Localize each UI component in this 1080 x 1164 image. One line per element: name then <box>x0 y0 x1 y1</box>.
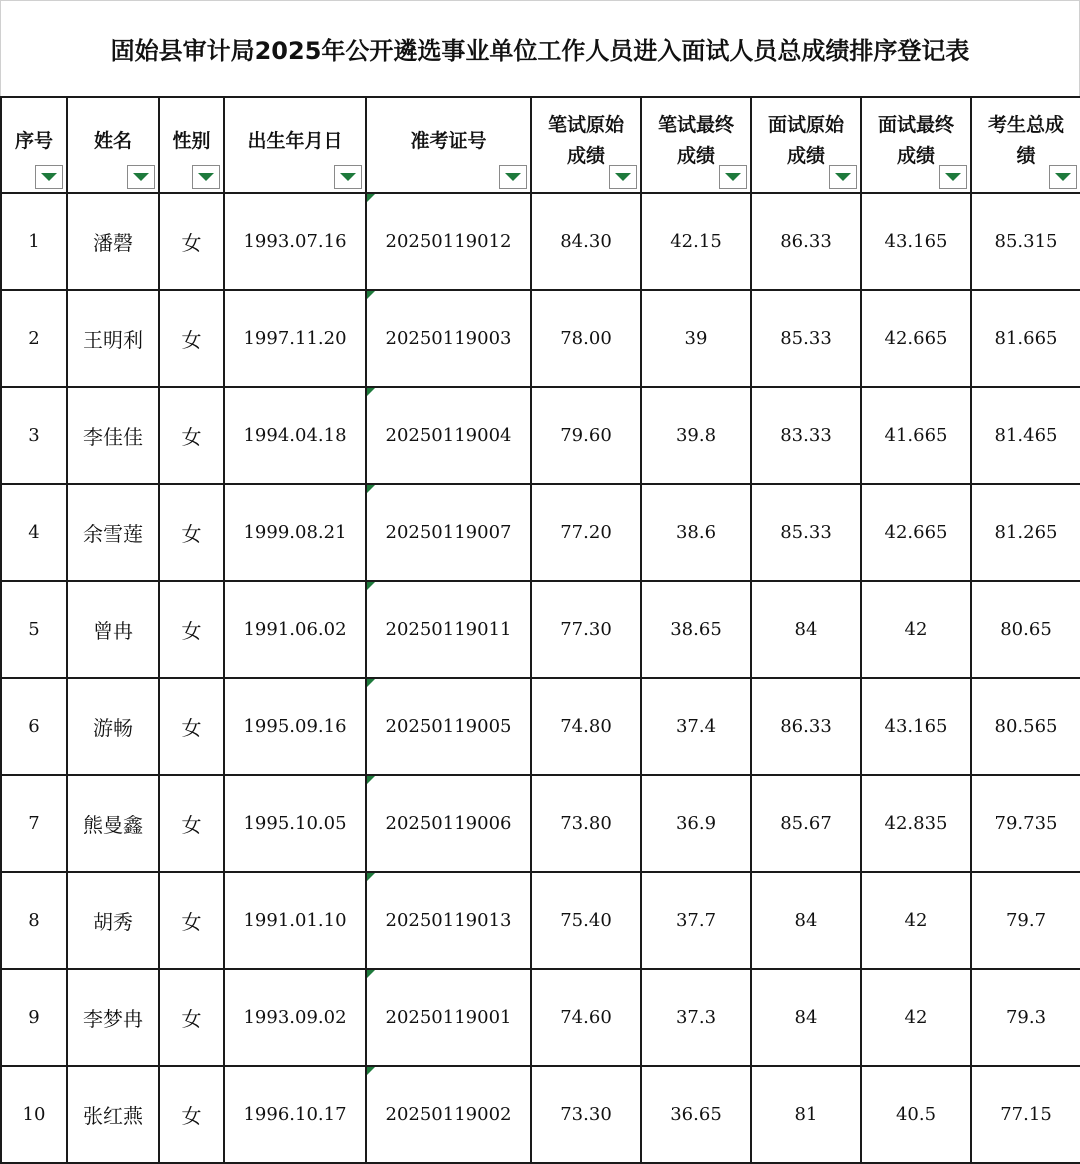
name-cell-text: 张红燕 <box>83 1104 143 1128</box>
interview-raw-cell[interactable] <box>751 387 861 484</box>
interview-final-cell[interactable] <box>861 969 971 1066</box>
exam-id-cell[interactable] <box>366 484 531 581</box>
seq-cell[interactable] <box>1 678 67 775</box>
name-cell-text: 胡秀 <box>93 910 133 934</box>
birth-date-cell-text: 1995.09.16 <box>243 716 347 737</box>
filter-dropdown-button[interactable] <box>35 165 63 189</box>
text-format-indicator-icon <box>367 970 375 978</box>
column-header-label: 出生年月日 <box>247 129 343 152</box>
written-raw-cell-text: 79.60 <box>560 425 612 446</box>
total-score-cell[interactable] <box>971 581 1080 678</box>
table-row <box>1 872 1080 969</box>
score-table <box>0 96 1080 1164</box>
written-raw-cell-text: 73.30 <box>560 1104 612 1125</box>
name-cell-text: 游畅 <box>93 716 133 740</box>
gender-cell[interactable] <box>159 290 224 387</box>
seq-cell-text: 4 <box>28 522 40 543</box>
interview-final-cell-text: 42.835 <box>884 813 948 834</box>
written-raw-cell-text: 73.80 <box>560 813 612 834</box>
interview-final-cell[interactable] <box>861 872 971 969</box>
written-final-cell[interactable] <box>641 193 751 290</box>
total-score-cell-text: 77.15 <box>1000 1104 1052 1125</box>
filter-dropdown-button[interactable] <box>609 165 637 189</box>
table-row <box>1 484 1080 581</box>
interview-final-cell-text: 43.165 <box>884 716 948 737</box>
birth-date-cell[interactable] <box>224 872 366 969</box>
total-score-cell-text: 81.265 <box>994 522 1058 543</box>
name-cell[interactable] <box>67 969 159 1066</box>
written-final-cell[interactable] <box>641 775 751 872</box>
total-score-cell[interactable] <box>971 775 1080 872</box>
gender-cell[interactable] <box>159 387 224 484</box>
gender-cell[interactable] <box>159 581 224 678</box>
chevron-down-icon <box>945 173 961 181</box>
name-cell[interactable] <box>67 290 159 387</box>
column-header-label: 准考证号 <box>410 129 487 152</box>
written-raw-cell[interactable] <box>531 775 641 872</box>
interview-raw-cell-text: 83.33 <box>780 425 832 446</box>
written-final-cell[interactable] <box>641 872 751 969</box>
exam-id-cell-text: 20250119001 <box>385 1007 512 1028</box>
birth-date-cell[interactable] <box>224 678 366 775</box>
birth-date-cell-text: 1999.08.21 <box>243 522 347 543</box>
exam-id-cell-text: 20250119003 <box>385 328 512 349</box>
exam-id-cell[interactable] <box>366 581 531 678</box>
gender-cell[interactable] <box>159 678 224 775</box>
birth-date-cell[interactable] <box>224 193 366 290</box>
chevron-down-icon <box>615 173 631 181</box>
name-cell[interactable] <box>67 193 159 290</box>
interview-raw-cell-text: 85.33 <box>780 328 832 349</box>
interview-raw-cell-text: 85.33 <box>780 522 832 543</box>
birth-date-cell-text: 1993.09.02 <box>243 1007 347 1028</box>
total-score-cell[interactable] <box>971 872 1080 969</box>
chevron-down-icon <box>198 173 214 181</box>
name-cell[interactable] <box>67 872 159 969</box>
column-header-6 <box>531 97 641 193</box>
interview-final-cell[interactable] <box>861 290 971 387</box>
text-format-indicator-icon <box>367 291 375 299</box>
table-row <box>1 1066 1080 1163</box>
interview-raw-cell[interactable] <box>751 193 861 290</box>
chevron-down-icon <box>725 173 741 181</box>
gender-cell-text: 女 <box>181 231 202 255</box>
interview-raw-cell-text: 84 <box>794 619 818 640</box>
written-final-cell-text: 37.3 <box>675 1007 717 1028</box>
table-body <box>1 193 1080 1163</box>
column-header-label: 考生总成 绩 <box>987 114 1064 167</box>
filter-dropdown-button[interactable] <box>829 165 857 189</box>
birth-date-cell-text: 1991.01.10 <box>243 910 347 931</box>
text-format-indicator-icon <box>367 679 375 687</box>
table-row <box>1 969 1080 1066</box>
exam-id-cell-text: 20250119007 <box>385 522 512 543</box>
exam-id-cell[interactable] <box>366 1066 531 1163</box>
column-header-label: 笔试最终 成绩 <box>657 114 734 167</box>
interview-final-cell-text: 40.5 <box>895 1104 937 1125</box>
exam-id-cell-text: 20250119011 <box>385 619 512 640</box>
interview-raw-cell[interactable] <box>751 775 861 872</box>
interview-final-cell[interactable] <box>861 1066 971 1163</box>
page-title: 固始县审计局2025年公开遴选事业单位工作人员进入面试人员总成绩排序登记表 <box>0 0 1080 96</box>
chevron-down-icon <box>835 173 851 181</box>
seq-cell[interactable] <box>1 969 67 1066</box>
filter-dropdown-button[interactable] <box>1049 165 1077 189</box>
table-row <box>1 290 1080 387</box>
exam-id-cell-text: 20250119006 <box>385 813 512 834</box>
seq-cell[interactable] <box>1 581 67 678</box>
written-final-cell[interactable] <box>641 678 751 775</box>
total-score-cell[interactable] <box>971 678 1080 775</box>
name-cell-text: 熊曼鑫 <box>83 813 143 837</box>
total-score-cell-text: 80.65 <box>1000 619 1052 640</box>
exam-id-cell-text: 20250119002 <box>385 1104 512 1125</box>
interview-final-cell[interactable] <box>861 193 971 290</box>
written-raw-cell-text: 74.60 <box>560 1007 612 1028</box>
birth-date-cell[interactable] <box>224 290 366 387</box>
name-cell-text: 潘磬 <box>93 231 133 255</box>
interview-raw-cell[interactable] <box>751 969 861 1066</box>
interview-final-cell-text: 42.665 <box>884 522 948 543</box>
name-cell[interactable] <box>67 678 159 775</box>
interview-final-cell-text: 42.665 <box>884 328 948 349</box>
seq-cell-text: 6 <box>28 716 40 737</box>
filter-dropdown-button[interactable] <box>939 165 967 189</box>
interview-raw-cell-text: 86.33 <box>780 716 832 737</box>
gender-cell-text: 女 <box>181 522 202 546</box>
exam-id-cell[interactable] <box>366 775 531 872</box>
seq-cell[interactable] <box>1 775 67 872</box>
seq-cell-text: 9 <box>28 1007 40 1028</box>
name-cell[interactable] <box>67 775 159 872</box>
written-raw-cell[interactable] <box>531 678 641 775</box>
birth-date-cell[interactable] <box>224 1066 366 1163</box>
written-final-cell[interactable] <box>641 581 751 678</box>
birth-date-cell-text: 1997.11.20 <box>243 328 347 349</box>
written-raw-cell[interactable] <box>531 969 641 1066</box>
written-final-cell-text: 38.6 <box>675 522 717 543</box>
gender-cell[interactable] <box>159 872 224 969</box>
filter-dropdown-button[interactable] <box>719 165 747 189</box>
exam-id-cell[interactable] <box>366 678 531 775</box>
written-final-cell-text: 42.15 <box>670 231 722 252</box>
header-row <box>1 97 1080 193</box>
column-header-4 <box>224 97 366 193</box>
name-cell-text: 余雪莲 <box>83 522 143 546</box>
seq-cell-text: 1 <box>28 231 40 252</box>
interview-final-cell[interactable] <box>861 678 971 775</box>
birth-date-cell[interactable] <box>224 387 366 484</box>
total-score-cell[interactable] <box>971 387 1080 484</box>
written-final-cell[interactable] <box>641 290 751 387</box>
column-header-1 <box>1 97 67 193</box>
birth-date-cell-text: 1996.10.17 <box>243 1104 347 1125</box>
interview-final-cell-text: 42 <box>904 1007 928 1028</box>
gender-cell-text: 女 <box>181 1007 202 1031</box>
total-score-cell-text: 80.565 <box>994 716 1058 737</box>
exam-id-cell[interactable] <box>366 387 531 484</box>
birth-date-cell[interactable] <box>224 581 366 678</box>
name-cell[interactable] <box>67 484 159 581</box>
column-header-5 <box>366 97 531 193</box>
filter-dropdown-button[interactable] <box>192 165 220 189</box>
text-format-indicator-icon <box>367 776 375 784</box>
interview-raw-cell[interactable] <box>751 581 861 678</box>
gender-cell-text: 女 <box>181 425 202 449</box>
gender-cell[interactable] <box>159 484 224 581</box>
name-cell-text: 王明利 <box>83 328 143 352</box>
written-final-cell[interactable] <box>641 969 751 1066</box>
table-row <box>1 775 1080 872</box>
column-header-label: 面试原始 成绩 <box>767 114 844 167</box>
interview-final-cell-text: 41.665 <box>884 425 948 446</box>
seq-cell[interactable] <box>1 484 67 581</box>
chevron-down-icon <box>1055 173 1071 181</box>
interview-raw-cell[interactable] <box>751 290 861 387</box>
interview-raw-cell-text: 84 <box>794 910 818 931</box>
gender-cell[interactable] <box>159 775 224 872</box>
interview-raw-cell-text: 84 <box>794 1007 818 1028</box>
written-final-cell-text: 36.9 <box>675 813 717 834</box>
interview-raw-cell-text: 86.33 <box>780 231 832 252</box>
written-raw-cell-text: 78.00 <box>560 328 612 349</box>
exam-id-cell-text: 20250119005 <box>385 716 512 737</box>
chevron-down-icon <box>41 173 57 181</box>
exam-id-cell-text: 20250119004 <box>385 425 512 446</box>
name-cell[interactable] <box>67 1066 159 1163</box>
gender-cell-text: 女 <box>181 1104 202 1128</box>
interview-raw-cell[interactable] <box>751 678 861 775</box>
total-score-cell[interactable] <box>971 484 1080 581</box>
total-score-cell[interactable] <box>971 290 1080 387</box>
total-score-cell-text: 81.665 <box>994 328 1058 349</box>
written-raw-cell-text: 75.40 <box>560 910 612 931</box>
birth-date-cell-text: 1994.04.18 <box>243 425 347 446</box>
total-score-cell[interactable] <box>971 969 1080 1066</box>
written-final-cell-text: 39 <box>684 328 708 349</box>
total-score-cell-text: 79.7 <box>1005 910 1047 931</box>
seq-cell[interactable] <box>1 387 67 484</box>
exam-id-cell[interactable] <box>366 193 531 290</box>
filter-dropdown-button[interactable] <box>127 165 155 189</box>
filter-dropdown-button[interactable] <box>499 165 527 189</box>
column-header-10 <box>971 97 1080 193</box>
column-header-7 <box>641 97 751 193</box>
chevron-down-icon <box>133 173 149 181</box>
column-header-3 <box>159 97 224 193</box>
written-raw-cell-text: 74.80 <box>560 716 612 737</box>
birth-date-cell[interactable] <box>224 969 366 1066</box>
seq-cell[interactable] <box>1 193 67 290</box>
column-header-8 <box>751 97 861 193</box>
table-row <box>1 387 1080 484</box>
text-format-indicator-icon <box>367 194 375 202</box>
written-raw-cell[interactable] <box>531 872 641 969</box>
birth-date-cell-text: 1993.07.16 <box>243 231 347 252</box>
written-raw-cell-text: 77.30 <box>560 619 612 640</box>
interview-raw-cell[interactable] <box>751 1066 861 1163</box>
written-raw-cell-text: 84.30 <box>560 231 612 252</box>
gender-cell-text: 女 <box>181 619 202 643</box>
column-header-label: 面试最终 成绩 <box>877 114 954 167</box>
written-raw-cell-text: 77.20 <box>560 522 612 543</box>
interview-raw-cell[interactable] <box>751 872 861 969</box>
seq-cell[interactable] <box>1 872 67 969</box>
written-final-cell[interactable] <box>641 484 751 581</box>
seq-cell-text: 10 <box>22 1104 46 1125</box>
total-score-cell-text: 81.465 <box>994 425 1058 446</box>
seq-cell-text: 5 <box>28 619 40 640</box>
interview-final-cell[interactable] <box>861 484 971 581</box>
written-final-cell-text: 39.8 <box>675 425 717 446</box>
written-raw-cell[interactable] <box>531 290 641 387</box>
written-final-cell-text: 37.7 <box>675 910 717 931</box>
name-cell[interactable] <box>67 581 159 678</box>
column-header-label: 序号 <box>14 129 53 152</box>
name-cell[interactable] <box>67 387 159 484</box>
column-header-2 <box>67 97 159 193</box>
chevron-down-icon <box>505 173 521 181</box>
written-raw-cell[interactable] <box>531 484 641 581</box>
seq-cell[interactable] <box>1 290 67 387</box>
written-final-cell[interactable] <box>641 1066 751 1163</box>
interview-final-cell[interactable] <box>861 775 971 872</box>
table-row <box>1 678 1080 775</box>
column-header-label: 姓名 <box>93 129 132 152</box>
exam-id-cell[interactable] <box>366 290 531 387</box>
exam-id-cell-text: 20250119012 <box>385 231 512 252</box>
gender-cell-text: 女 <box>181 328 202 352</box>
birth-date-cell[interactable] <box>224 775 366 872</box>
seq-cell-text: 2 <box>28 328 40 349</box>
exam-id-cell-text: 20250119013 <box>385 910 512 931</box>
gender-cell-text: 女 <box>181 716 202 740</box>
name-cell-text: 曾冉 <box>93 619 133 643</box>
seq-cell[interactable] <box>1 1066 67 1163</box>
gender-cell-text: 女 <box>181 910 202 934</box>
text-format-indicator-icon <box>367 485 375 493</box>
total-score-cell[interactable] <box>971 1066 1080 1163</box>
interview-final-cell[interactable] <box>861 387 971 484</box>
gender-cell-text: 女 <box>181 813 202 837</box>
interview-raw-cell[interactable] <box>751 484 861 581</box>
birth-date-cell[interactable] <box>224 484 366 581</box>
table-row <box>1 581 1080 678</box>
written-raw-cell[interactable] <box>531 1066 641 1163</box>
text-format-indicator-icon <box>367 873 375 881</box>
interview-final-cell-text: 42 <box>904 619 928 640</box>
written-raw-cell[interactable] <box>531 387 641 484</box>
gender-cell[interactable] <box>159 969 224 1066</box>
total-score-cell[interactable] <box>971 193 1080 290</box>
filter-dropdown-button[interactable] <box>334 165 362 189</box>
table-row <box>1 193 1080 290</box>
column-header-9 <box>861 97 971 193</box>
exam-id-cell[interactable] <box>366 872 531 969</box>
chevron-down-icon <box>340 173 356 181</box>
text-format-indicator-icon <box>367 1067 375 1075</box>
column-header-label: 性别 <box>172 129 211 152</box>
seq-cell-text: 3 <box>28 425 40 446</box>
seq-cell-text: 8 <box>28 910 40 931</box>
name-cell-text: 李佳佳 <box>83 425 143 449</box>
birth-date-cell-text: 1991.06.02 <box>243 619 347 640</box>
interview-final-cell-text: 43.165 <box>884 231 948 252</box>
interview-final-cell[interactable] <box>861 581 971 678</box>
exam-id-cell[interactable] <box>366 969 531 1066</box>
interview-final-cell-text: 42 <box>904 910 928 931</box>
interview-raw-cell-text: 81 <box>794 1104 818 1125</box>
seq-cell-text: 7 <box>28 813 40 834</box>
written-final-cell-text: 38.65 <box>670 619 722 640</box>
written-final-cell-text: 37.4 <box>675 716 717 737</box>
interview-raw-cell-text: 85.67 <box>780 813 832 834</box>
column-header-label: 笔试原始 成绩 <box>547 114 624 167</box>
gender-cell[interactable] <box>159 193 224 290</box>
written-final-cell[interactable] <box>641 387 751 484</box>
gender-cell[interactable] <box>159 1066 224 1163</box>
written-final-cell-text: 36.65 <box>670 1104 722 1125</box>
written-raw-cell[interactable] <box>531 581 641 678</box>
total-score-cell-text: 79.3 <box>1005 1007 1047 1028</box>
birth-date-cell-text: 1995.10.05 <box>243 813 347 834</box>
text-format-indicator-icon <box>367 582 375 590</box>
name-cell-text: 李梦冉 <box>83 1007 143 1031</box>
text-format-indicator-icon <box>367 388 375 396</box>
total-score-cell-text: 79.735 <box>994 813 1058 834</box>
total-score-cell-text: 85.315 <box>994 231 1058 252</box>
written-raw-cell[interactable] <box>531 193 641 290</box>
